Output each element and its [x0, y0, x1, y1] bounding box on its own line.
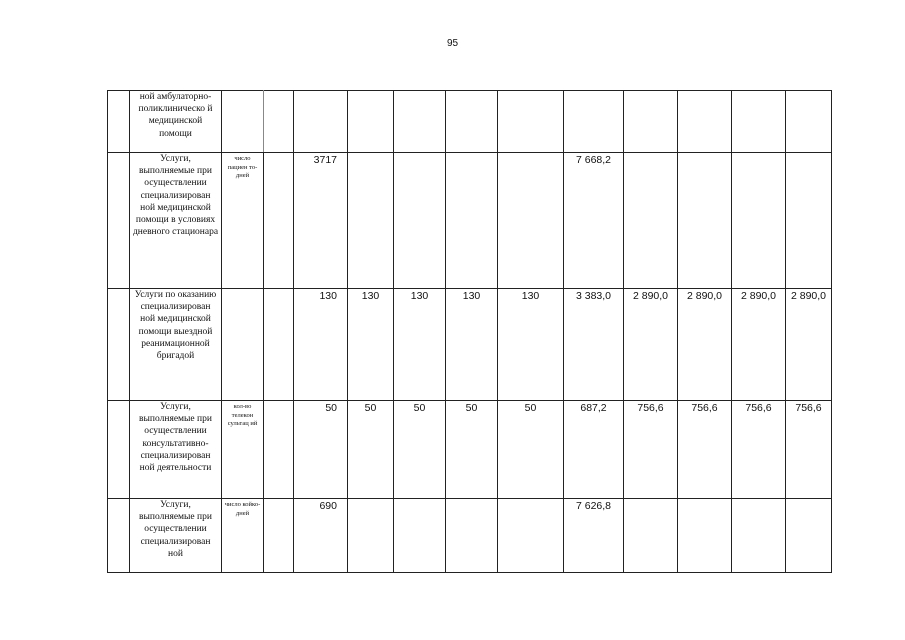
page-number: 95: [446, 38, 459, 49]
value-cell: [394, 153, 446, 289]
value-cell: 50: [498, 401, 564, 499]
value-cell: [624, 91, 678, 153]
value-cell: [348, 499, 394, 573]
table-row: [108, 401, 832, 499]
value-cell: 756,6: [732, 401, 786, 499]
cell: [264, 499, 294, 573]
value-cell: [786, 91, 832, 153]
service-name: Услуги по оказанию специализирован ной медицинской помощи выездной реанимационной бригадой: [130, 289, 222, 401]
row-index-cell: [108, 153, 130, 289]
value-cell: 687,2: [564, 401, 624, 499]
value-cell: 2 890,0: [678, 289, 732, 401]
value-cell: [732, 499, 786, 573]
value-cell: [678, 91, 732, 153]
value-cell: [446, 153, 498, 289]
value-cell: 3717: [294, 153, 348, 289]
value-cell: [732, 91, 786, 153]
row-index-cell: [108, 91, 130, 153]
service-name: Услуги, выполняемые при осуществлении консультативно-специализирован ной деятельности: [130, 401, 222, 499]
table-row: [108, 91, 832, 153]
value-cell: [498, 153, 564, 289]
services-table: [107, 90, 832, 573]
value-cell: [786, 499, 832, 573]
value-cell: [446, 499, 498, 573]
unit-cell: число пациен то-дней: [222, 153, 264, 289]
value-cell: 7 668,2: [564, 153, 624, 289]
value-cell: 3 383,0: [564, 289, 624, 401]
value-cell: 2 890,0: [786, 289, 832, 401]
cell: [264, 289, 294, 401]
value-cell: 130: [446, 289, 498, 401]
value-cell: [564, 91, 624, 153]
cell: [264, 91, 294, 153]
value-cell: 756,6: [624, 401, 678, 499]
unit-cell: [222, 289, 264, 401]
value-cell: [624, 499, 678, 573]
value-cell: 50: [348, 401, 394, 499]
value-cell: [348, 91, 394, 153]
cell: [264, 153, 294, 289]
value-cell: 130: [348, 289, 394, 401]
value-cell: 50: [394, 401, 446, 499]
value-cell: 690: [294, 499, 348, 573]
value-cell: 130: [294, 289, 348, 401]
service-name: Услуги, выполняемые при осуществлении специализирован ной медицинской помощи в условиях дневного стационара: [130, 153, 222, 289]
value-cell: 50: [294, 401, 348, 499]
cell: [264, 401, 294, 499]
value-cell: 50: [446, 401, 498, 499]
value-cell: 7 626,8: [564, 499, 624, 573]
table-row: [108, 499, 832, 573]
value-cell: 2 890,0: [624, 289, 678, 401]
service-name: ной амбулаторно-поликлиническо й медицинской помощи: [130, 91, 222, 153]
value-cell: [498, 499, 564, 573]
value-cell: 756,6: [786, 401, 832, 499]
value-cell: [678, 499, 732, 573]
row-index-cell: [108, 401, 130, 499]
value-cell: [678, 153, 732, 289]
value-cell: [732, 153, 786, 289]
value-cell: [394, 91, 446, 153]
value-cell: 756,6: [678, 401, 732, 499]
service-name: Услуги, выполняемые при осуществлении специализирован ной: [130, 499, 222, 573]
value-cell: 130: [498, 289, 564, 401]
value-cell: [624, 153, 678, 289]
row-index-cell: [108, 499, 130, 573]
value-cell: 2 890,0: [732, 289, 786, 401]
value-cell: [348, 153, 394, 289]
value-cell: [786, 153, 832, 289]
value-cell: [446, 91, 498, 153]
unit-cell: [222, 91, 264, 153]
table-row: [108, 289, 832, 401]
value-cell: 130: [394, 289, 446, 401]
unit-cell: число койко-дней: [222, 499, 264, 573]
table-row: [108, 153, 832, 289]
value-cell: [294, 91, 348, 153]
value-cell: [498, 91, 564, 153]
unit-cell: кол-во телекон сультац ий: [222, 401, 264, 499]
value-cell: [394, 499, 446, 573]
row-index-cell: [108, 289, 130, 401]
